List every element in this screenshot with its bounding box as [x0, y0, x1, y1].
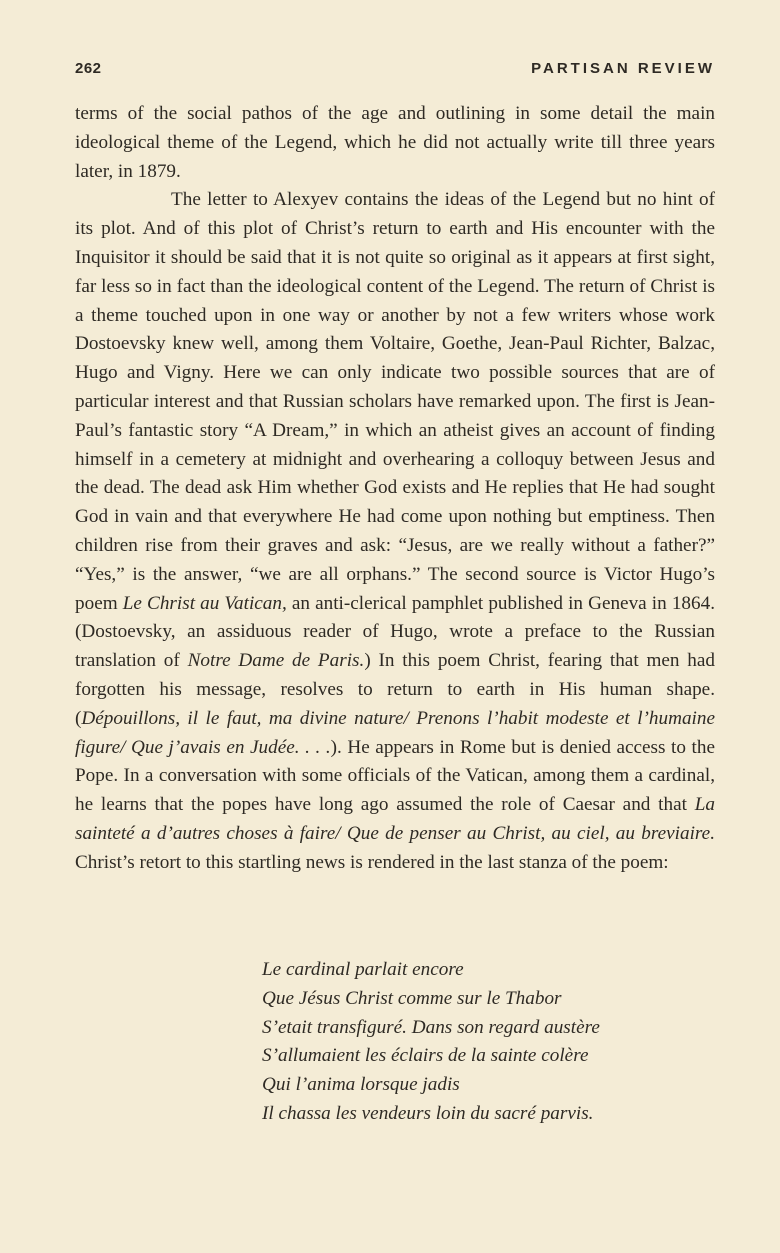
paragraph-continuation: terms of the social pathos of the age and outlining in some detail the main ideological theme of the Legend, which he did not actually write till three years later, in 1879. — [75, 103, 715, 182]
text-run: Christ’s retort to this startling news is rendered in the last stanza of the poem: — [75, 851, 669, 873]
verse-line: Qui l’anima lorsque jadis — [262, 1074, 460, 1096]
verse-quotation — [262, 956, 702, 1129]
title-le-christ-au-vatican: Le Christ au Vatican, — [122, 592, 287, 614]
text-run: ). He appears in Rome but is denied access to the Pope. In a conversation with some officials of the Vatican, among them a cardinal, he learns that the popes have long ago assumed the role of Caesar and that — [75, 736, 715, 816]
title-notre-dame-de-paris: Notre Dame de Paris. — [187, 650, 365, 672]
verse-line: Il chassa les vendeurs loin du sacré parvis. — [262, 1102, 594, 1124]
text-run: an anti-clerical pamphlet published in Geneva in 1864. (Dostoevsky, an assiduous reader of Hugo, wrote a preface to the Russian translation of — [75, 592, 715, 672]
body-text — [75, 100, 715, 878]
text-run: ) In this poem Christ, fearing that men had forgotten his message, resolves to return to earth in His human shape. ( — [75, 650, 715, 729]
text-run: The letter to Alexyev contains the ideas of the Legend but no hint of its plot. And of this plot of Christ’s return to earth and His encounter with the Inquisitor it should be said that it is not quite so original as it appears at first sight, far less so in fact than the ideological content of the Legend. The return of Christ is a theme touched upon in one way or another by not a few writers whose work Dostoevsky knew well, among them Voltaire, Goethe, Jean-Paul Richter, Balzac, Hugo and Vigny. Here we can only indicate two possible sources that are of particular interest and that Russian scholars have remarked upon. The first is Jean-Paul’s fantastic story “A Dream,” in which an atheist gives an account of finding himself in a cemetery at midnight and overhearing a colloquy between Jesus and the dead. The dead ask Him whether God exists and He replies that He had sought God in vain and that everywhere He had come upon nothing but emptiness. Then children rise from their graves and ask: “Jesus, are we really without a father?” “Yes,” is the answer, “we are all orphans.” The second source is Victor Hugo’s poem — [75, 189, 715, 614]
quote-la-saintete: La sainteté a d’autres choses à faire/ Que de penser au Christ, au ciel, au breviaire. — [75, 794, 715, 844]
verse-line: S’allumaient les éclairs de la sainte colère — [262, 1045, 589, 1067]
verse-line: Le cardinal parlait encore — [262, 959, 464, 980]
quote-depouillons: Dépouillons, il le faut, ma divine nature/ Prenons l’habit modeste et l’humaine figure/ Que j’avais en Judée. . . . — [75, 707, 715, 758]
page-header — [75, 60, 715, 84]
verse-line: Que Jésus Christ comme sur le Thabor — [262, 987, 562, 1009]
running-head: PARTISAN REVIEW — [531, 60, 715, 77]
page-number: 262 — [75, 60, 102, 77]
paragraph-legend-sources — [75, 186, 715, 877]
verse-line: S’etait transfiguré. Dans son regard austère — [262, 1016, 600, 1038]
